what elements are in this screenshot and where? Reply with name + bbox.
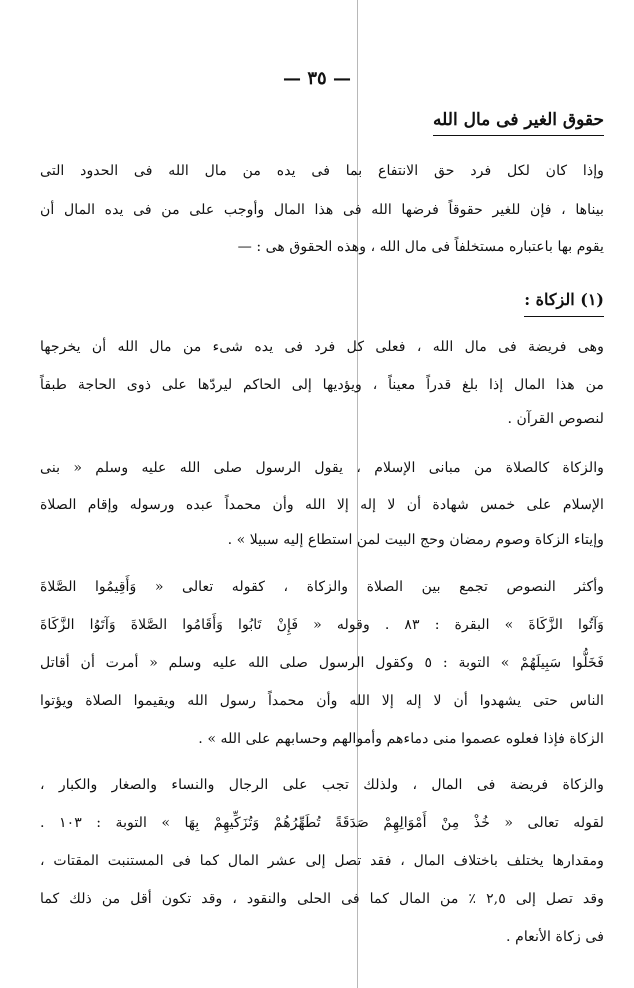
text-line: لنصوص القرآن .	[507, 411, 604, 427]
text-line: الزكاة فإذا فعلوه عصموا منى دماءهم وأموالهم وحسابهم على الله » .	[198, 731, 604, 747]
subsection-heading: (١) الزكاة :	[524, 290, 604, 309]
page-fold-line	[357, 0, 358, 988]
text-line: لقوله تعالى « خُذْ مِنْ أَمْوَالِهِمْ صَدَقَةً تُطَهِّرُهُمْ وَتُزَكِّيهِمْ بِهَا » التوبة : ١٠٣ .	[40, 815, 604, 831]
text-line: وَآتُوا الزَّكَاةَ » البقرة : ٨٣ . وقوله « فَإِنْ تَابُوا وَأَقَامُوا الصَّلاةَ وَآتَوُا الزَّكَاةَ	[40, 617, 604, 633]
text-line: وهى فريضة فى مال الله ، فعلى كل فرد فى يده شىء من مال الله أن يخرجها	[40, 339, 604, 355]
text-line: والزكاة فريضة فى المال ، ولذلك تجب على الرجال والنساء والصغار والكبار ،	[40, 777, 604, 793]
text-line: من هذا المال إذا بلغ قدراً معيناً ، ويؤديها إلى الحاكم ليردّها على ذوى الحاجة طبقاً	[40, 377, 604, 393]
section-heading: حقوق الغير فى مال الله	[433, 110, 604, 130]
text-line: وأكثر النصوص تجمع بين الصلاة والزكاة ، كقوله تعالى « وَأَقِيمُوا الصَّلاةَ	[40, 579, 604, 595]
text-line: يقوم بها باعتباره مستخلفاً فى مال الله ، وهذه الحقوق هى : —	[237, 239, 604, 255]
text-line: وقد تصل إلى ٢,٥ ٪ من المال كما فى الحلى والنقود ، وقد تكون أقل من ذلك كما	[40, 891, 604, 907]
text-line: والزكاة كالصلاة من مبانى الإسلام ، يقول الرسول صلى الله عليه وسلم « بنى	[40, 460, 604, 476]
text-line: بيناها ، فإن للغير حقوقاً فرضها الله فى هذا المال وأوجب على من فى يده المال أن	[40, 202, 604, 218]
text-line: ومقدارها يختلف باختلاف المال ، فقد تصل إلى عشر المال كما فى المستنبت المقتات ،	[40, 853, 604, 869]
text-line: الناس حتى يشهدوا أن لا إله إلا الله وأن محمداً رسول الله ويقيموا الصلاة ويؤتوا	[40, 693, 604, 709]
text-line: الإسلام على خمس شهادة أن لا إله إلا الله وأن محمداً عبده ورسوله وإقام الصلاة	[40, 497, 604, 513]
text-line: وإيتاء الزكاة وصوم رمضان وحج البيت لمن استطاع إليه سبيلا » .	[227, 532, 604, 548]
text-line: وإذا كان لكل فرد حق الانتفاع بما فى يده من مال الله فى الحدود التى	[40, 163, 604, 179]
text-line: فى زكاة الأنعام .	[506, 929, 604, 945]
page-number: — ٣٥ —	[283, 68, 351, 89]
text-line: فَخَلُّوا سَبِيلَهُمْ » التوبة : ٥ وكقول الرسول صلى الله عليه وسلم « أمرت أن أقاتل	[40, 655, 604, 671]
